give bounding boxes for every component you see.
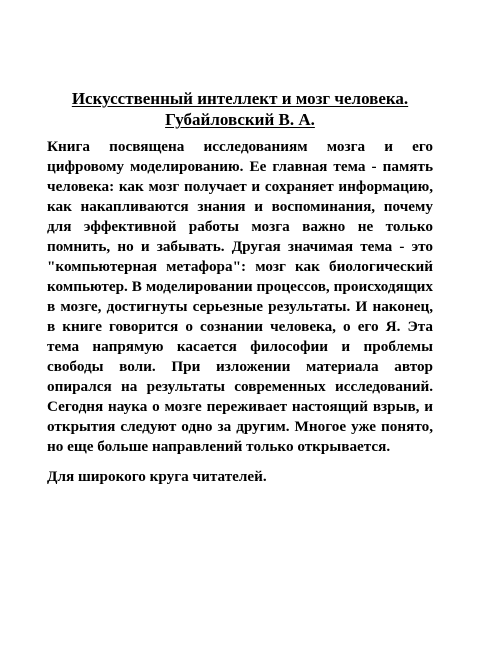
document-title bbox=[47, 88, 433, 130]
document-page bbox=[47, 88, 433, 487]
author-line: Губайловский В. А. bbox=[165, 110, 315, 129]
book-description: Книга посвящена исследованиям мозга и его цифровому моделированию. Ее главная тема - память человека: как мозг получает и сохраняет информацию, как накапливаются знания и воспоминания, почему для эффективной работы мозга важно не только помнить, но и забывать. Другая значимая тема - это "компьютерная метафора": мозг как биологический компьютер. В моделировании процессов, происходящих в мозге, достигнуты серьезные результаты. И наконец, в книге говорится о сознании человека, о его Я. Эта тема напрямую касается философии и проблемы свободы воли. При изложении материала автор опирался на результаты современных исследований. Сегодня наука о мозге переживает настоящий взрыв, и открытия следуют одно за другим. Многое уже понято, но еще больше направлений только открывается. bbox=[47, 138, 433, 455]
audience-note: Для широкого круга читателей. bbox=[47, 468, 267, 485]
title-line-1: Искусственный интеллект и мозг человека. bbox=[71, 89, 409, 108]
